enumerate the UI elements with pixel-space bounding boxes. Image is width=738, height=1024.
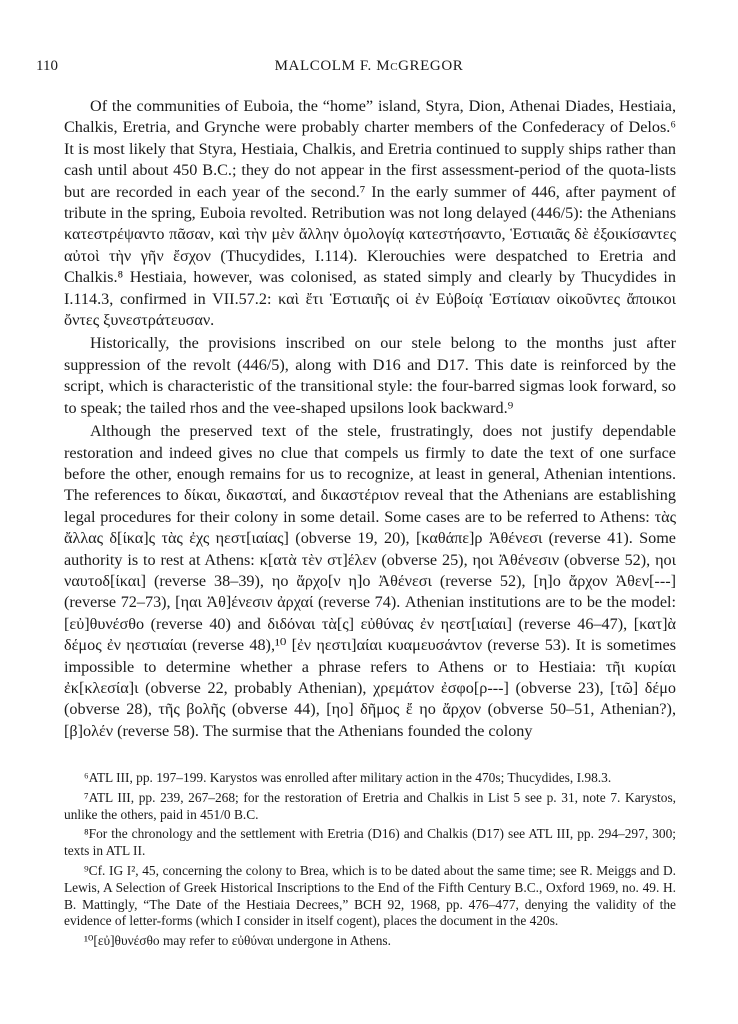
paragraph: Historically, the provisions inscribed on our stele belong to the months just after suppression of the revolt (446/5), along with D16 and D17. This date is reinforced by the script, which is characteristic of the transitional style: the four-barred sigmas look forward, so to speak; the tailed rhos and the vee-shaped upsilons look backward.⁹ [64,334,676,417]
footnote-7: ⁷ATL III, pp. 239, 267–268; for the restoration of Eretria and Chalkis in List 5 see p. 31, note 7. Karystos, unlike the others, paid in 451/0 B.C. [64,789,676,822]
footnote-8: ⁸For the chronology and the settlement with Eretria (D16) and Chalkis (D17) see ATL III, pp. 294–297, 300; texts in ATL II. [64,826,676,859]
paragraph: Although the preserved text of the stele, frustratingly, does not justify dependable restoration and indeed gives no clue that compels us firmly to date the text of one surface before the other, enough remains for us to recognize, at least in general, Athenian intentions. The references to δίκαι, δικασταί, and δικαστέριον reveal that the Athenians are establishing legal procedures for their colony in some detail. Some cases are to be referred to Athens: τὰς ἄλλας δ[ίκα]ς τὰς ἐχς ηεστ[ιαίας] (obverse 19, 20), [καθάπε]ρ Ἀθένεσι (reverse 41). Some authority is to rest at Athens: κ[ατὰ τὲν στ]έλεν (obverse 25), ηοι Ἀθένεσιν (obverse 52), ηοι ναυτοδ[ίκαι] (reverse 38–39), ηο ἄρχο[ν η]ο Ἀθένεσι (reverse 52), [η]ο ἄρχον Ἀθεν[---] (reverse 72–73), [ηαι Ἀθ]ένεσιν ἀρχαί (reverse 74). Athenian institutions are to be the model: [εὐ]θυνέσθο (reverse 40) and διδόναι τὰ[ς] εὐθύνας ἐν ηεστ[ιαίαι] (reverse 46–47), [κατ]ὰ δέμος ἐν ηεστιαίαι (reverse 48),¹⁰ [ἐν ηεστι]αίαι κυαμευσάντον (reverse 53). It is sometimes impossible to determine whether a phrase refers to Athens or to Hestiaia: τῆι κυρίαι ἐκ[κλεσία]ι (obverse 22, probably Athenian), χρεμάτον ἐσφο[ρ---] (obverse 23), [τῶ] δέμο (obverse 28), τῆς βολῆς (obverse 44), [ηο] δῆμος ἔ ηο ἄρχον (obverse 50–51, Athenian?), [β]ολέν (reverse 58). The surmise that the Athenians founded the colony [64,422,676,740]
paragraph: Of the communities of Euboia, the “home” island, Styra, Dion, Athenai Diades, Hestiaia, Chalkis, Eretria, and Grynche were probably charter members of the Confederacy of Delos.⁶ It is most likely that Styra, Hestiaia, Chalkis, and Eretria continued to supply ships rather than cash until about 450 B.C.; they do not appear in the first assessment-period of the quota-lists but are recorded in each year of the second.⁷ In the early summer of 446, after payment of tribute in the spring, Euboia revolted. Retribution was not long delayed (446/5): the Athenians κατεστρέψαντο πᾶσαν, καὶ τὴν μὲν ἄλλην ὁμολογίᾳ κατεστήσαντο, Ἑστιαιᾶς δὲ ἐξοικίσαντες αὐτοὶ τὴν γῆν ἔσχον (Thucydides, I.114). Klerouchies were despatched to Eretria and Chalkis.⁸ Hestiaia, however, was colonised, as stated simply and clearly by Thucydides in I.114.3, confirmed in VII.57.2: καὶ ἔτι Ἑστιαιῆς οἱ ἐν Εὐβοίᾳ Ἑστίαιαν οἰκοῦντες ἄποικοι ὄντες ξυνεστράτευσαν. [64,97,676,330]
footnotes [64,770,676,950]
body-text [64,96,676,742]
page-number: 110 [36,58,58,74]
footnote-9: ⁹Cf. IG I², 45, concerning the colony to Brea, which is to be dated about the same time; see R. Meiggs and D. Lewis, A Selection of Greek Historical Inscriptions to the End of the Fifth Century B.C., Oxford 1969, no. 49. H. B. Mattingly, “The Date of the Hestiaia Decrees,” BCH 92, 1968, pp. 476–477, denying the validity of the evidence of letter-forms (which I consider in itself cogent), places the document in the 420s. [64,862,676,929]
footnote-6: ⁶ATL III, pp. 197–199. Karystos was enrolled after military action in the 470s; Thucydides, I.98.3. [84,770,612,785]
page-header [36,58,702,80]
running-head: MALCOLM F. McGREGOR [274,58,464,74]
footnote-10: ¹⁰[εὐ]θυνέσθο may refer to εὐθύναι undergone in Athens. [84,933,391,949]
